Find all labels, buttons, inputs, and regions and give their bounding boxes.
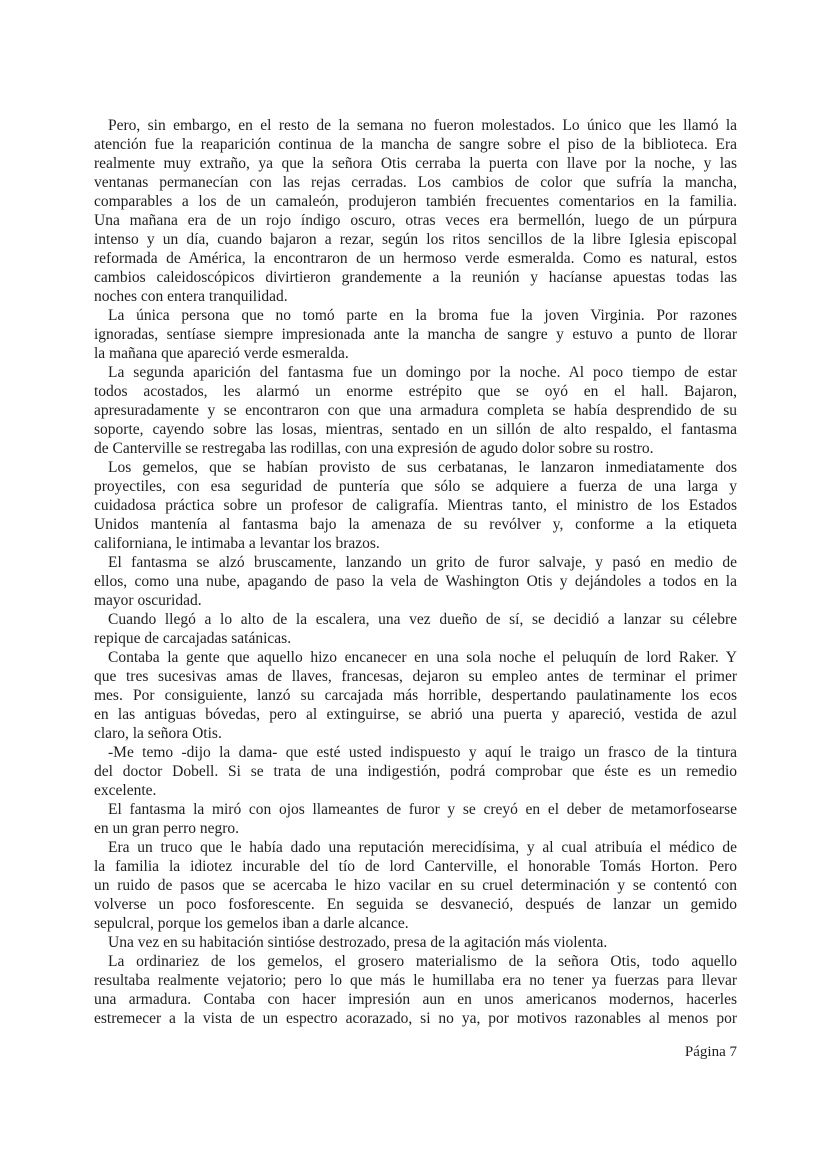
text-line: ventanas permanecían con las rejas cerradas. Los cambios de color que sufría la mancha,: [94, 174, 737, 191]
text-line: La segunda aparición del fantasma fue un domingo por la noche. Al poco tiempo de estar: [108, 364, 737, 381]
text-line: repique de carcajadas satánicas.: [94, 630, 292, 647]
text-line: un ruido de pasos que se acercaba le hizo vacilar en su cruel determinación y se contentó con: [94, 877, 737, 894]
text-line: Una mañana era de un rojo índigo oscuro, otras veces era bermellón, luego de un púrpura: [94, 212, 737, 229]
paragraph: [94, 306, 737, 363]
page-number: Página 7: [684, 1044, 737, 1060]
text-line: Era un truco que le había dado una reputación merecidísima, y al cual atribuía el médico de: [108, 839, 737, 856]
paragraph: [94, 648, 737, 743]
paragraph: [94, 933, 737, 952]
text-line: reformada de América, la encontraron de un hermoso verde esmeralda. Como es natural, estos: [94, 250, 737, 267]
text-line: soporte, cayendo sobre las losas, mientras, sentado en un sillón de alto respaldo, el fantasma: [94, 421, 737, 438]
text-line: -Me temo -dijo la dama- que esté usted indispuesto y aquí le traigo un frasco de la tintura: [108, 744, 737, 761]
text-line: en las antiguas bóvedas, pero al extinguirse, se abrió una puerta y apareció, vestida de azul: [94, 706, 737, 723]
text-line: Cuando llegó a lo alto de la escalera, una vez dueño de sí, se decidió a lanzar su célebre: [108, 611, 737, 628]
text-line: resultaba realmente vejatorio; pero lo que más le humillaba era no tener ya fuerzas para llevar: [94, 972, 737, 989]
paragraph: [94, 743, 737, 800]
text-line: intenso y un día, cuando bajaron a rezar, según los ritos sencillos de la libre Iglesia episcopal: [94, 231, 737, 248]
paragraph: [94, 800, 737, 838]
text-line: El fantasma la miró con ojos llameantes de furor y se creyó en el deber de metamorfosearse: [108, 801, 737, 818]
text-line: todos acostados, les alarmó un enorme estrépito que se oyó en el hall. Bajaron,: [94, 383, 737, 400]
paragraph: [94, 363, 737, 458]
text-line: sepulcral, porque los gemelos iban a darle alcance.: [94, 915, 409, 932]
text-line: la familia la idiotez incurable del tío de lord Canterville, el honorable Tomás Horton. Pero: [94, 858, 737, 875]
text-line: volverse un poco fosforescente. En seguida se desvaneció, después de lanzar un gemido: [94, 896, 737, 913]
text-line: realmente muy extraño, ya que la señora Otis cerraba la puerta con llave por la noche, y las: [94, 155, 737, 172]
text-line: la mañana que apareció verde esmeralda.: [94, 345, 349, 362]
text-line: apresuradamente y se encontraron con que una armadura completa se había desprendido de su: [94, 402, 737, 419]
text-block: [94, 116, 737, 1028]
text-line: La única persona que no tomó parte en la broma fue la joven Virginia. Por razones: [108, 307, 737, 324]
text-line: californiana, le intimaba a levantar los brazos.: [94, 535, 380, 552]
text-line: Unidos mantenía al fantasma bajo la amenaza de su revólver y, conforme a la etiqueta: [94, 516, 737, 533]
text-line: que tres sucesivas amas de llaves, francesas, dejaron su empleo antes de terminar el primer: [94, 668, 737, 685]
text-line: una armadura. Contaba con hacer impresión aun en unos americanos modernos, hacerles: [94, 991, 737, 1008]
text-line: Una vez en su habitación sintióse destrozado, presa de la agitación más violenta.: [108, 934, 608, 951]
text-line: Pero, sin embargo, en el resto de la semana no fueron molestados. Lo único que les llamó la: [108, 117, 737, 134]
text-line: mayor oscuridad.: [94, 592, 202, 609]
text-line: claro, la señora Otis.: [94, 725, 222, 742]
text-line: excelente.: [94, 782, 157, 799]
text-line: en un gran perro negro.: [94, 820, 240, 837]
paragraph: [94, 458, 737, 553]
text-line: noches con entera tranquilidad.: [94, 288, 288, 305]
text-line: El fantasma se alzó bruscamente, lanzando un grito de furor salvaje, y pasó en medio de: [108, 554, 737, 571]
paragraph: [94, 838, 737, 933]
text-line: cuidadosa práctica sobre un profesor de caligrafía. Mientras tanto, el ministro de los Estados: [94, 497, 737, 514]
paragraph: [94, 116, 737, 306]
paragraph: [94, 952, 737, 1028]
paragraph: [94, 610, 737, 648]
text-line: atención fue la reaparición continua de la mancha de sangre sobre el piso de la biblioteca. Era: [94, 136, 737, 153]
text-line: estremecer a la vista de un espectro acorazado, si no ya, por motivos razonables al menos por: [94, 1010, 737, 1027]
text-line: cambios caleidoscópicos divirtieron grandemente a la reunión y hacíanse apuestas todas las: [94, 269, 737, 286]
text-line: del doctor Dobell. Si se trata de una indigestión, podrá comprobar que éste es un remedio: [94, 763, 737, 780]
text-line: La ordinariez de los gemelos, el grosero materialismo de la señora Otis, todo aquello: [108, 953, 737, 970]
text-line: proyectiles, con esa seguridad de puntería que sólo se adquiere a fuerza de una larga y: [94, 478, 737, 495]
text-line: ignoradas, sentíase siempre impresionada ante la mancha de sangre y estuvo a punto de llorar: [94, 326, 737, 343]
text-line: de Canterville se restregaba las rodillas, con una expresión de agudo dolor sobre su rostro.: [94, 440, 654, 457]
text-line: Los gemelos, que se habían provisto de sus cerbatanas, le lanzaron inmediatamente dos: [108, 459, 737, 476]
text-line: comparables a los de un camaleón, produjeron también frecuentes comentarios en la familia.: [94, 193, 737, 210]
text-line: mes. Por consiguiente, lanzó su carcajada más horrible, despertando paulatinamente los ecos: [94, 687, 737, 704]
text-line: Contaba la gente que aquello hizo encanecer en una sola noche el peluquín de lord Raker. Y: [108, 649, 737, 666]
text-line: ellos, como una nube, apagando de paso la vela de Washington Otis y dejándoles a todos en la: [94, 573, 737, 590]
paragraph: [94, 553, 737, 610]
